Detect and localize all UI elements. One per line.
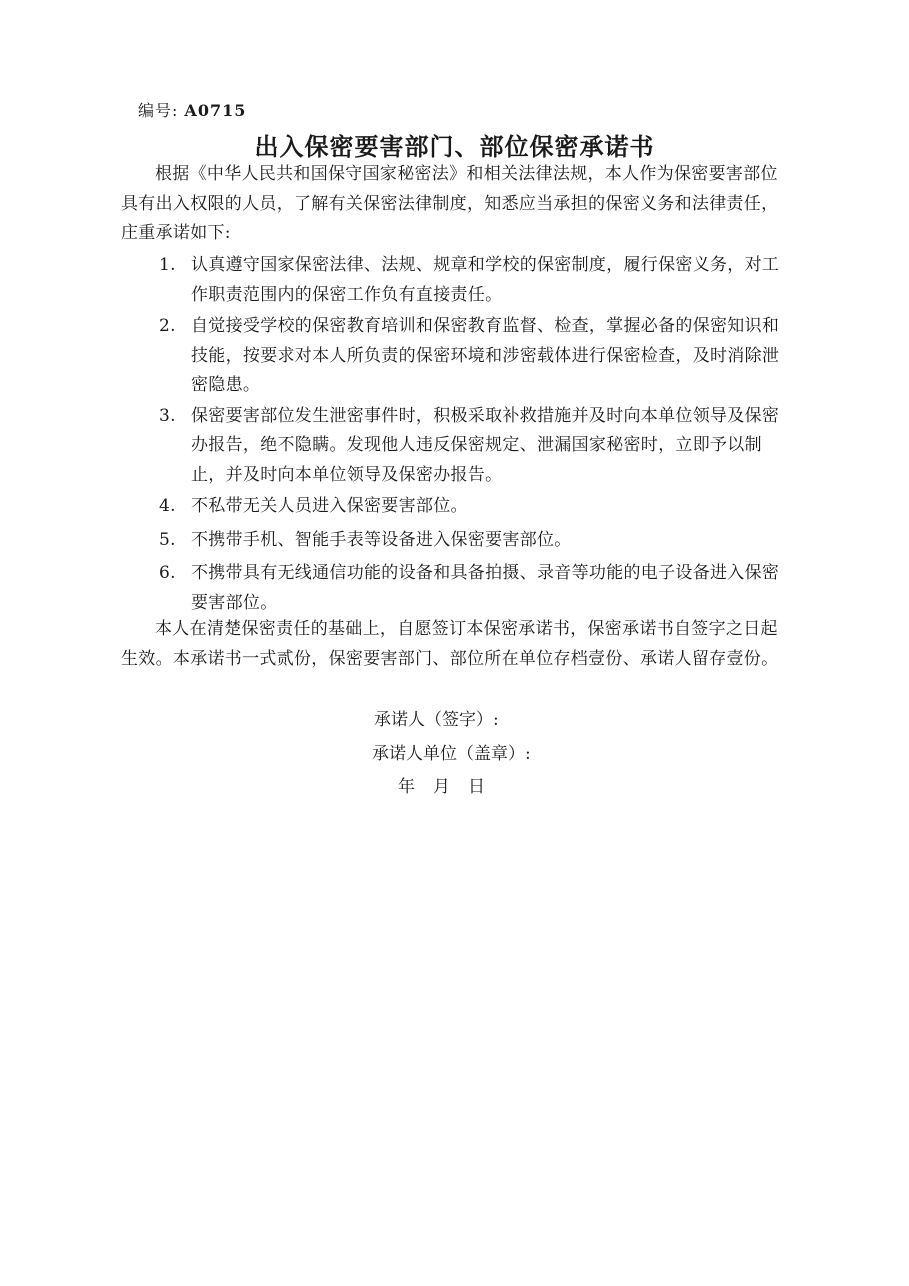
- commitment-list: [121, 251, 781, 618]
- commitment-number: 1.: [159, 255, 176, 275]
- date-year-label: 年: [398, 777, 415, 797]
- date-month-label: 月: [433, 777, 450, 797]
- commitment-text: 不私带无关人员进入保密要害部位。: [191, 496, 468, 516]
- signature-date-line: [398, 772, 503, 797]
- commitment-text: 不携带手机、智能手表等设备进入保密要害部位。: [191, 529, 572, 550]
- commitment-text: 不携带具有无线通信功能的设备和具备拍摄、录音等功能的电子设备进入保密要害部位。: [191, 563, 780, 613]
- commitment-item: [121, 526, 781, 556]
- commitment-number: 6.: [159, 563, 176, 583]
- closing-paragraph: 本人在清楚保密责任的基础上，自愿签订本保密承诺书，保密承诺书自签字之日起生效。本承诺书一式贰份，保密要害部门、部位所在单位存档壹份、承诺人留存壹份。: [121, 619, 779, 669]
- commitment-item: [121, 559, 781, 618]
- date-day-label: 日: [468, 777, 485, 797]
- signer-signature-line: 承诺人（签字）:: [374, 710, 499, 730]
- commitment-text: 保密要害部位发生泄密事件时，积极采取补救措施并及时向本单位领导及保密办报告，绝不隐瞒。发现他人违反保密规定、泄漏国家秘密时，立即予以制止，并及时向本单位领导及保密办报告。: [191, 405, 780, 485]
- commitment-number: 2.: [159, 316, 176, 336]
- document-number: [138, 98, 246, 121]
- commitment-number: 4.: [159, 496, 176, 516]
- document-number-label: 编号:: [138, 101, 179, 120]
- commitment-item: [121, 402, 781, 491]
- signer-unit-seal-line: 承诺人单位（盖章）:: [372, 744, 531, 764]
- commitment-number: 3.: [159, 405, 176, 426]
- commitment-item: [121, 251, 781, 310]
- commitment-text: 自觉接受学校的保密教育培训和保密教育监督、检查，掌握必备的保密知识和技能，按要求对本人所负责的保密环境和涉密载体进行保密检查，及时消除泄密隐患。: [191, 316, 780, 395]
- commitment-text: 认真遵守国家保密法律、法规、规章和学校的保密制度，履行保密义务，对工作职责范围内的保密工作负有直接责任。: [191, 255, 780, 305]
- document-number-value: A0715: [184, 101, 247, 120]
- commitment-number: 5.: [159, 529, 176, 550]
- commitment-item: [121, 492, 781, 522]
- commitment-item: [121, 312, 781, 401]
- document-title: 出入保密要害部门、部位保密承诺书: [254, 133, 655, 161]
- intro-paragraph: 根据《中华人民共和国保守国家秘密法》和相关法律法规，本人作为保密要害部位具有出入权限的人员，了解有关保密法律制度，知悉应当承担的保密义务和法律责任，庄重承诺如下:: [121, 164, 779, 243]
